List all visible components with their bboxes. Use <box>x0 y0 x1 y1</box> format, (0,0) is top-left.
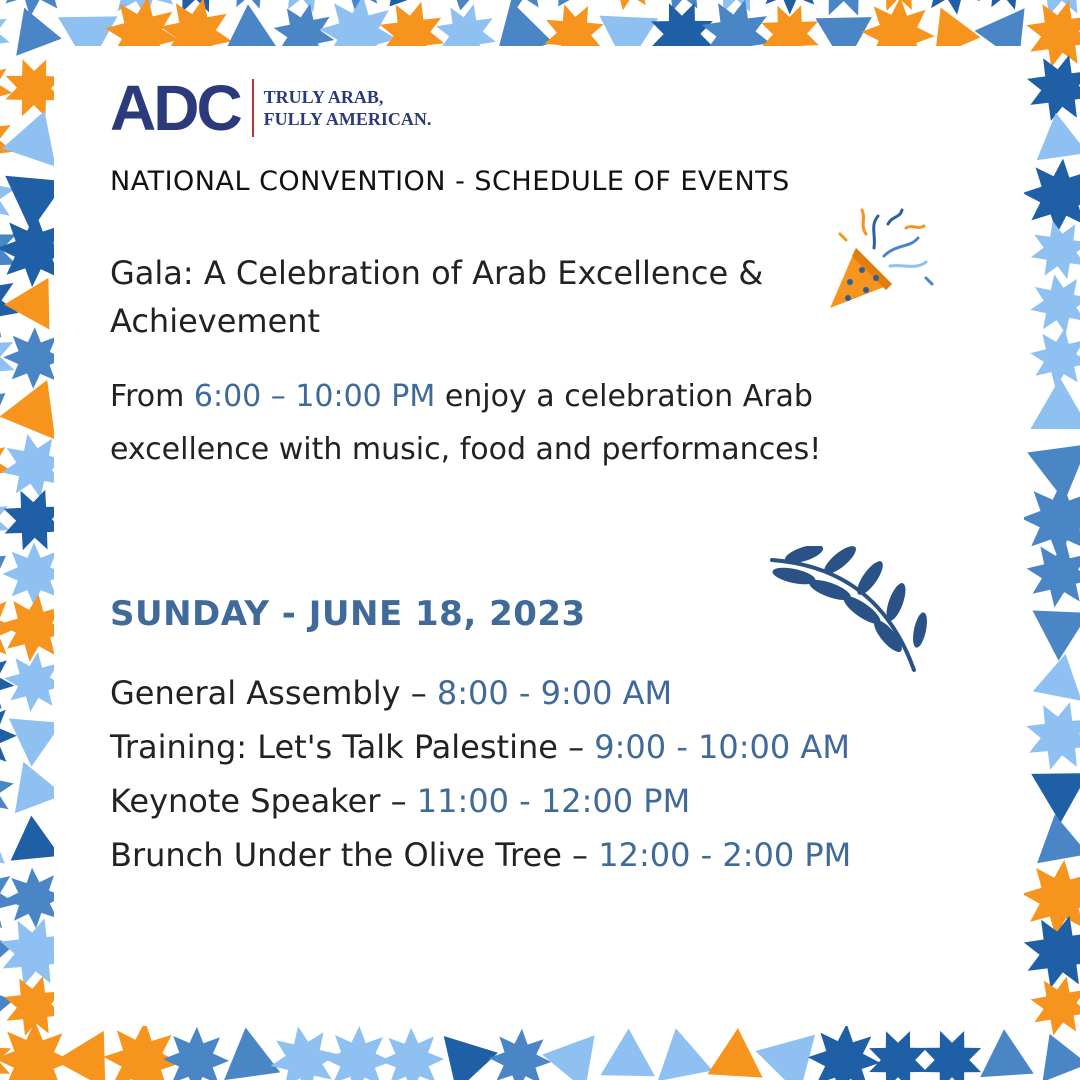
event-item <box>110 828 950 882</box>
gala-label: Gala <box>110 254 183 292</box>
tile-triangle <box>1037 113 1080 161</box>
tile-triangle <box>1033 611 1080 661</box>
tile-triangle <box>0 380 55 440</box>
gala-time: 6:00 – 10:00 PM <box>193 379 436 414</box>
tile-triangle <box>658 1028 713 1080</box>
gala-desc-prefix: From <box>110 379 194 414</box>
event-time: 12:00 - 2:00 PM <box>598 836 852 874</box>
tile-triangle <box>0 556 6 606</box>
logo-divider <box>252 79 254 137</box>
tile-triangle <box>1033 654 1080 701</box>
party-popper-icon <box>826 204 936 314</box>
gala-description <box>110 370 940 476</box>
tile-star <box>1031 977 1080 1036</box>
event-name: Brunch Under the Olive Tree – <box>110 836 599 874</box>
tile-triangle <box>389 0 446 7</box>
tile-star <box>489 1029 552 1080</box>
tile-star <box>1030 274 1080 333</box>
tagline-line-1: TRULY ARAB, <box>263 87 384 107</box>
tile-star <box>103 1021 180 1080</box>
tile-star <box>0 161 15 231</box>
tile-triangle <box>11 816 61 861</box>
tile-star <box>0 0 71 17</box>
event-time: 11:00 - 12:00 PM <box>416 782 691 820</box>
tile-star <box>1026 702 1080 770</box>
tile-star <box>923 1031 981 1080</box>
tile-star <box>1024 916 1080 988</box>
tile-star <box>1022 860 1080 936</box>
tile-star <box>1023 159 1080 234</box>
tile-star <box>1027 541 1080 608</box>
tile-triangle <box>442 0 495 11</box>
tile-triangle <box>0 980 14 1038</box>
tile-star <box>808 0 879 16</box>
tile-star <box>163 1027 229 1080</box>
tile-star <box>0 756 14 824</box>
tile-star <box>808 1024 880 1080</box>
tile-star <box>704 0 769 13</box>
tile-triangle <box>1043 1034 1080 1080</box>
tile-triangle <box>0 926 14 985</box>
tile-star <box>0 1021 73 1080</box>
event-name: Training: Let's Talk Palestine – <box>110 728 595 766</box>
gala-title <box>110 249 870 345</box>
tile-triangle <box>600 1029 655 1077</box>
event-time: 8:00 - 9:00 AM <box>436 674 673 712</box>
tile-star <box>651 0 713 11</box>
tile-star <box>0 699 17 773</box>
adc-logo <box>110 72 432 144</box>
tile-triangle <box>542 1035 594 1080</box>
tile-star <box>976 0 1035 10</box>
tile-star <box>0 491 9 549</box>
event-name: Keynote Speaker – <box>110 782 417 820</box>
tile-triangle <box>2 111 56 167</box>
tagline-line-2: FULLY AMERICAN. <box>263 109 432 129</box>
tile-triangle <box>55 1031 105 1080</box>
event-name: General Assembly – <box>110 674 437 712</box>
event-time: 9:00 - 10:00 AM <box>594 728 850 766</box>
gala-desc-suffix: enjoy a celebration Arab excellence with music, food and performances! <box>110 379 822 467</box>
tile-star <box>0 56 13 121</box>
logo-tagline <box>264 86 432 130</box>
tile-triangle <box>756 1035 816 1080</box>
sunday-heading: SUNDAY - JUNE 18, 2023 <box>110 594 586 634</box>
tile-star <box>755 0 824 15</box>
tile-star <box>869 1031 927 1080</box>
tile-star <box>1027 55 1080 121</box>
event-list <box>110 666 950 882</box>
tile-star <box>1030 328 1080 388</box>
tile-star <box>598 0 659 10</box>
tile-star <box>0 435 11 497</box>
tile-star <box>917 0 986 15</box>
tile-star <box>271 1027 338 1080</box>
event-item <box>110 774 950 828</box>
tile-triangle <box>980 1029 1033 1077</box>
event-item <box>110 720 950 774</box>
tile-triangle <box>224 1028 280 1080</box>
tile-star <box>324 1026 392 1080</box>
tile-star <box>380 1028 445 1080</box>
content-panel <box>54 46 1024 1026</box>
tile-star <box>0 4 10 63</box>
tile-triangle <box>0 813 5 864</box>
tile-star <box>1021 481 1080 559</box>
olive-branch-icon <box>764 546 934 676</box>
logo-mark: ADC <box>110 72 240 144</box>
tile-triangle <box>225 4 277 50</box>
tile-triangle <box>1037 815 1080 864</box>
tile-star <box>272 0 336 12</box>
page-title: NATIONAL CONVENTION - SCHEDULE OF EVENTS <box>110 166 790 197</box>
tile-triangle <box>707 1028 762 1078</box>
tile-star <box>1031 221 1080 279</box>
gala-subtitle: : A Celebration of Arab Excellence & Achievement <box>110 254 764 340</box>
